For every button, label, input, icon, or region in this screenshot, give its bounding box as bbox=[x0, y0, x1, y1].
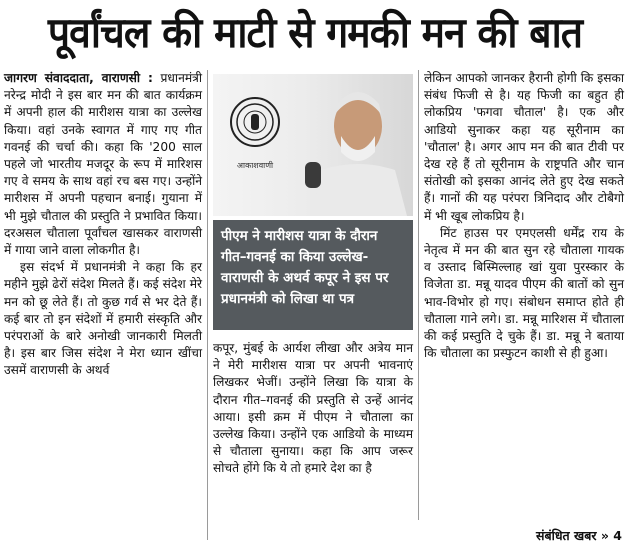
headline: पूर्वांचल की माटी से गमकी मन की बात bbox=[47, 8, 583, 57]
paragraph: इस संदर्भ में प्रधानमंत्री ने कहा कि हर महीने मुझे ढेरों संदेश मिलते हैं। कई संदेश मेरे मन को छू लेते हैं। तो कुछ गर्व से भर देते हैं। कई बार तो इन संदेशों में हमारी संस्कृति और परंपराओं के बारे अनोखी जानकारी मिलती है। इस बार जिस संदेश ने मेरा ध्यान खींचा उसमें वाराणसी के अथर्व bbox=[4, 260, 202, 378]
column-divider bbox=[418, 70, 419, 520]
related-news-link[interactable]: संबंधित खबर » 4 bbox=[536, 528, 622, 543]
air-logo-icon bbox=[229, 96, 281, 148]
paragraph-text: प्रधानमंत्री नरेन्द्र मोदी ने इस बार मन की बात कार्यक्रम में अपनी हाल की मारीशस यात्रा का उल्लेख किया। वहां उनके स्वागत में गाए गए गीत गवनई की चर्चा की। कहा कि '200 साल पहले जो भारतीय मजदूर के रूप में मारिशस गए वे समय के साथ वहां रच बस गए। उन्होंने मारीशस में अपनी पहचान बनाई। गुयाना में भी मुझे चौताल की प्रस्तुति ने प्रभावित किया। दरअसल चौताला पूर्वांचल खासकर वाराणसी में गाया जाने वाला लोकगीत है। bbox=[4, 71, 203, 258]
paragraph: मिंट हाउस पर एमएलसी धर्मेंद्र राय के नेतृत्व में मन की बात सुन रहे चौताला गायक व उस्ताद बिस्मिल्लाह खां युवा पुरस्कार के विजेता डा. मन्नू यादव पीएम की बातों को सुन भाव-विभोर हो गए। संबोधन समाप्त होते ही चौताला गाने लगे। डा. मन्नू मारिशस में चौताला की कई प्रस्तुति दे चुके हैं। डा. मन्नू ने बताया कि चौताला का प्रस्फुटन काशी से ही हुआ। bbox=[424, 225, 624, 361]
article-column-1 bbox=[4, 70, 202, 380]
paragraph: लेकिन आपको जानकर हैरानी होगी कि इसका संबंध फिजी से है। यह फिजी का बहुत ही लोकप्रिय 'फगवा चौताल' है। एक और आडियो सुनाकर कहा यह सूरीनाम का 'चौताल' है। अगर आप मन की बात टीवी पर देख रहे हैं तो सूरीनाम के राष्ट्रपति और चान संतोखी को इसका आनंद लेते हुए देख सकते हैं। गानों की यह परंपरा त्रिनिदाद और टोबैगो में भी खूब लोकप्रिय है। bbox=[424, 71, 624, 223]
article-column-2 bbox=[213, 340, 413, 478]
article-photo bbox=[213, 74, 413, 216]
logo-caption: आकाशवाणी bbox=[236, 161, 274, 170]
photo-caption: पीएम ने मारीशस यात्रा के दौरान गीत–गवनई का किया उल्लेख-वाराणसी के अथर्व कपूर ने इस पर प्रधानमंत्री को लिखा था पत्र bbox=[213, 220, 413, 330]
column-divider bbox=[207, 70, 208, 540]
article-column-3 bbox=[424, 70, 624, 362]
paragraph: कपूर, मुंबई के आर्यश लीखा और अत्रेय मान ने मेरी मारीशस यात्रा पर अपनी भावनाएं लिखकर भेजीं। उन्होंने लिखा कि यात्रा के दौरान गीत–गवनई की प्रस्तुति से उन्हें आनंद आया। इसी क्रम में पीएम ने चौताला का उल्लेख किया। उन्होंने एक आडियो के माध्यम से चौताला सुनाया। कहा कि आप जरूर सोचते होंगे कि ये तो हमारे देश का है bbox=[213, 341, 413, 476]
person-photo bbox=[303, 74, 413, 216]
paragraph bbox=[4, 70, 202, 259]
byline: जागरण संवाददाता, वाराणसी : bbox=[4, 71, 153, 85]
